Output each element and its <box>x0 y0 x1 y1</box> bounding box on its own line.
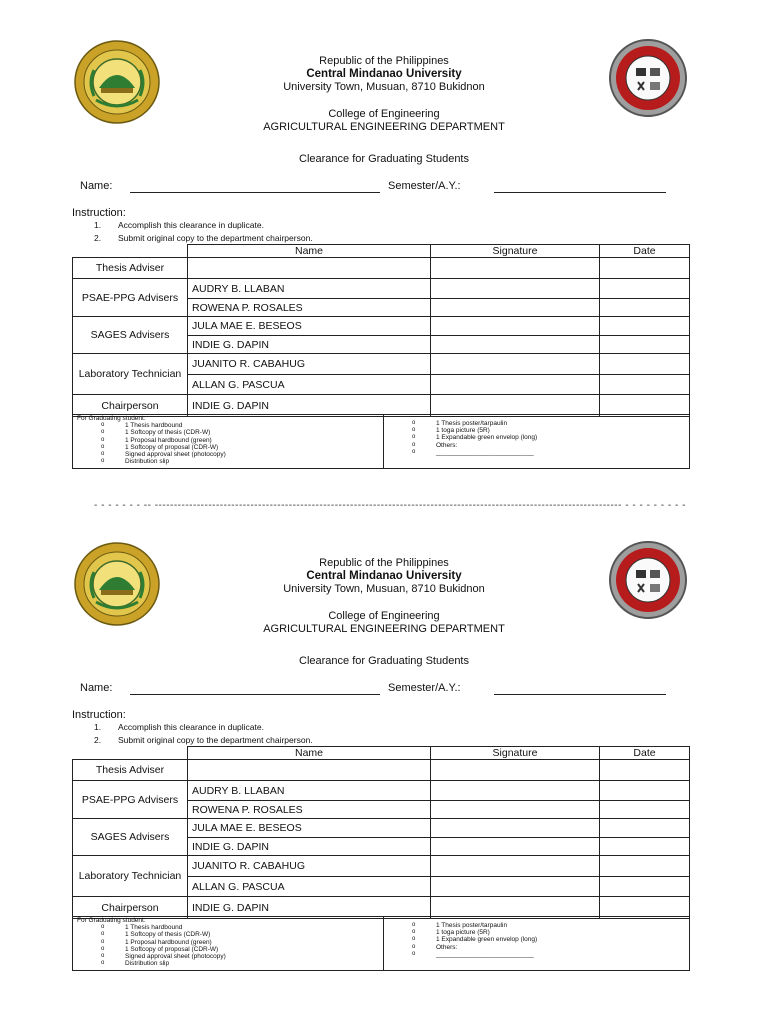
requirement-item: o 1 toga picture (5R) <box>412 427 672 434</box>
date-cell[interactable] <box>600 317 690 336</box>
university-address: University Town, Musuan, 8710 Bukidnon <box>283 583 485 595</box>
others-blank-line[interactable]: o ___________________________ <box>412 449 672 456</box>
instruction-item: 1. Accomplish this clearance in duplicate. <box>94 220 264 230</box>
department-name: AGRICULTURAL ENGINEERING DEPARTMENT <box>263 121 505 133</box>
instruction-label: Instruction: <box>72 709 126 721</box>
clearance-form-2 <box>0 502 768 982</box>
header-name: Name <box>188 747 431 760</box>
name-cell <box>188 760 431 781</box>
republic-line: Republic of the Philippines <box>319 557 449 569</box>
role-laboratory-technician: Laboratory Technician <box>73 354 188 395</box>
signature-cell[interactable] <box>431 279 600 299</box>
requirements-box <box>72 414 690 469</box>
requirement-item: o 1 toga picture (5R) <box>412 929 672 936</box>
table-row <box>73 819 690 838</box>
requirement-item: o Distribution slip <box>77 960 377 967</box>
role-psae-advisers: PSAE-PPG Advisers <box>73 781 188 819</box>
college-name: College of Engineering <box>328 610 440 622</box>
role-sages-advisers: SAGES Advisers <box>73 819 188 856</box>
signature-cell[interactable] <box>431 760 600 781</box>
table-header-row <box>73 747 690 760</box>
signature-cell[interactable] <box>431 801 600 819</box>
table-row <box>73 781 690 801</box>
others-blank-line[interactable]: o ___________________________ <box>412 951 672 958</box>
requirement-item: o 1 Expandable green envelop (long) <box>412 936 672 943</box>
header-signature: Signature <box>431 747 600 760</box>
republic-line: Republic of the Philippines <box>319 55 449 67</box>
cut-line-divider: - - - - - - - -- -------------------------------------------------------------------------------------------------------------------------- - - - - - - - - - <box>94 500 686 511</box>
date-cell[interactable] <box>600 375 690 395</box>
role-psae-advisers: PSAE-PPG Advisers <box>73 279 188 317</box>
name-field-line[interactable] <box>130 192 380 193</box>
instruction-label: Instruction: <box>72 207 126 219</box>
role-chairperson: Chairperson <box>73 395 188 417</box>
instruction-item: 1. Accomplish this clearance in duplicate. <box>94 722 264 732</box>
university-name: Central Mindanao University <box>306 570 462 582</box>
signature-cell[interactable] <box>431 838 600 856</box>
requirements-heading: For Graduating student: <box>77 415 146 422</box>
requirement-item: o 1 Thesis hardbound <box>77 924 377 931</box>
requirement-item: o 1 Softcopy of proposal (CDR-W) <box>77 946 377 953</box>
university-header <box>0 557 768 596</box>
name-cell: JULA MAE E. BESEOS <box>188 317 431 336</box>
college-header <box>0 610 768 636</box>
signature-cell[interactable] <box>431 375 600 395</box>
signature-cell[interactable] <box>431 781 600 801</box>
department-name: AGRICULTURAL ENGINEERING DEPARTMENT <box>263 623 505 635</box>
requirements-box <box>72 916 690 971</box>
table-row <box>73 258 690 279</box>
table-row <box>73 856 690 877</box>
university-address: University Town, Musuan, 8710 Bukidnon <box>283 81 485 93</box>
date-cell[interactable] <box>600 760 690 781</box>
role-laboratory-technician: Laboratory Technician <box>73 856 188 897</box>
university-name: Central Mindanao University <box>306 68 462 80</box>
role-thesis-adviser: Thesis Adviser <box>73 258 188 279</box>
name-cell: INDIE G. DAPIN <box>188 336 431 354</box>
requirement-item: o 1 Thesis hardbound <box>77 422 377 429</box>
requirement-item: o Others: <box>412 944 672 951</box>
date-cell[interactable] <box>600 856 690 877</box>
date-cell[interactable] <box>600 299 690 317</box>
requirements-heading: For Graduating student: <box>77 917 146 924</box>
requirement-item: o Distribution slip <box>77 458 377 465</box>
header-date: Date <box>600 245 690 258</box>
requirement-item: o 1 Thesis poster/tarpaulin <box>412 420 672 427</box>
date-cell[interactable] <box>600 801 690 819</box>
form-title: Clearance for Graduating Students <box>299 153 469 165</box>
requirements-right <box>383 917 672 970</box>
requirements-left <box>77 917 377 967</box>
table-header-row <box>73 245 690 258</box>
table-row <box>73 317 690 336</box>
signature-cell[interactable] <box>431 354 600 375</box>
role-chairperson: Chairperson <box>73 897 188 919</box>
table-row <box>73 760 690 781</box>
signature-cell[interactable] <box>431 336 600 354</box>
requirement-item: o 1 Softcopy of thesis (CDR-W) <box>77 429 377 436</box>
name-cell: INDIE G. DAPIN <box>188 838 431 856</box>
name-cell: INDIE G. DAPIN <box>188 395 431 417</box>
date-cell[interactable] <box>600 838 690 856</box>
table-row <box>73 279 690 299</box>
name-cell: JUANITO R. CABAHUG <box>188 354 431 375</box>
semester-field-line[interactable] <box>494 192 666 193</box>
form-title: Clearance for Graduating Students <box>299 655 469 667</box>
name-cell: ALLAN G. PASCUA <box>188 877 431 897</box>
instruction-item: 2. Submit original copy to the department chairperson. <box>94 233 313 243</box>
requirement-item: o 1 Proposal hardbound (green) <box>77 437 377 444</box>
date-cell[interactable] <box>600 258 690 279</box>
header-signature: Signature <box>431 245 600 258</box>
clearance-table <box>72 746 690 919</box>
name-cell: JUANITO R. CABAHUG <box>188 856 431 877</box>
signature-cell[interactable] <box>431 877 600 897</box>
date-cell[interactable] <box>600 354 690 375</box>
college-name: College of Engineering <box>328 108 440 120</box>
requirement-item: o 1 Expandable green envelop (long) <box>412 434 672 441</box>
signature-cell[interactable] <box>431 819 600 838</box>
signature-cell[interactable] <box>431 317 600 336</box>
signature-cell[interactable] <box>431 258 600 279</box>
signature-cell[interactable] <box>431 299 600 317</box>
header-date: Date <box>600 747 690 760</box>
clearance-form-1 <box>0 0 768 480</box>
requirement-item: o Others: <box>412 442 672 449</box>
semester-label: Semester/A.Y.: <box>388 682 461 694</box>
date-cell[interactable] <box>600 279 690 299</box>
instruction-item: 2. Submit original copy to the department chairperson. <box>94 735 313 745</box>
clearance-table <box>72 244 690 417</box>
college-header <box>0 108 768 134</box>
date-cell[interactable] <box>600 781 690 801</box>
university-header <box>0 55 768 94</box>
semester-label: Semester/A.Y.: <box>388 180 461 192</box>
table-row <box>73 354 690 375</box>
requirements-left <box>77 415 377 465</box>
name-cell: AUDRY B. LLABAN <box>188 279 431 299</box>
date-cell[interactable] <box>600 819 690 838</box>
requirements-right <box>383 415 672 468</box>
name-cell: INDIE G. DAPIN <box>188 897 431 919</box>
name-cell <box>188 258 431 279</box>
requirement-item: o Signed approval sheet (photocopy) <box>77 953 377 960</box>
semester-field-line[interactable] <box>494 694 666 695</box>
requirement-item: o 1 Proposal hardbound (green) <box>77 939 377 946</box>
name-cell: ROWENA P. ROSALES <box>188 299 431 317</box>
signature-cell[interactable] <box>431 856 600 877</box>
role-thesis-adviser: Thesis Adviser <box>73 760 188 781</box>
role-sages-advisers: SAGES Advisers <box>73 317 188 354</box>
name-field-line[interactable] <box>130 694 380 695</box>
name-label: Name: <box>80 682 113 694</box>
header-name: Name <box>188 245 431 258</box>
requirement-item: o 1 Softcopy of proposal (CDR-W) <box>77 444 377 451</box>
requirement-item: o Signed approval sheet (photocopy) <box>77 451 377 458</box>
name-cell: AUDRY B. LLABAN <box>188 781 431 801</box>
date-cell[interactable] <box>600 877 690 897</box>
date-cell[interactable] <box>600 336 690 354</box>
name-cell: ALLAN G. PASCUA <box>188 375 431 395</box>
name-label: Name: <box>80 180 113 192</box>
requirement-item: o 1 Softcopy of thesis (CDR-W) <box>77 931 377 938</box>
name-cell: JULA MAE E. BESEOS <box>188 819 431 838</box>
requirement-item: o 1 Thesis poster/tarpaulin <box>412 922 672 929</box>
name-cell: ROWENA P. ROSALES <box>188 801 431 819</box>
